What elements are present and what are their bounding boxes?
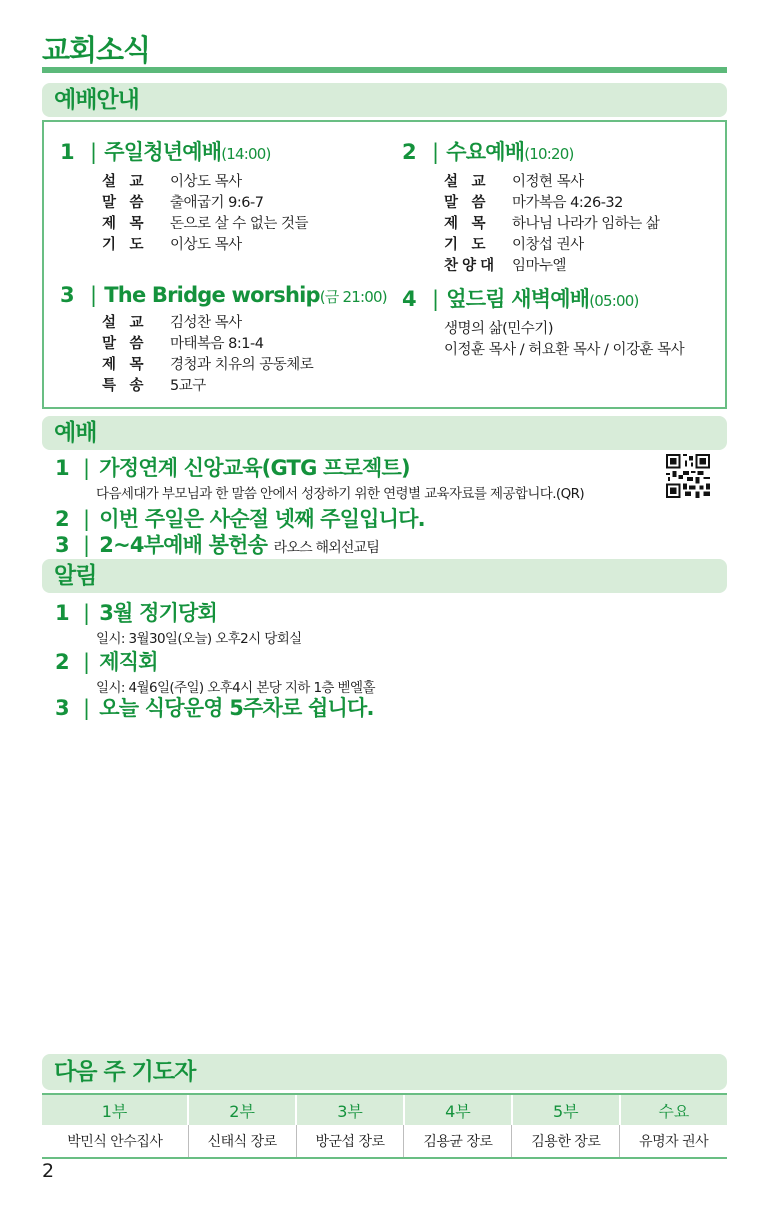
service-title	[402, 283, 684, 313]
separator: |	[90, 140, 97, 164]
service-line: 이정훈 목사 / 허요환 목사 / 이강훈 목사	[444, 342, 685, 358]
prayer-table-header-row	[42, 1094, 727, 1125]
prayer-name-cell: 김용한 장로	[512, 1125, 620, 1158]
section-header-worship: 예배	[42, 416, 727, 450]
prayer-header-cell: 3부	[296, 1094, 404, 1125]
service-row: 설 교 이정현 목사	[444, 174, 584, 190]
separator: |	[432, 287, 439, 311]
prayer-name-cell: 방군섭 장로	[296, 1125, 404, 1158]
service-row: 말 씀 출애굽기 9:6-7	[102, 195, 264, 211]
service-row: 기 도 이창섭 권사	[444, 237, 584, 253]
qr-code-icon[interactable]	[666, 454, 710, 498]
service-number: 1	[60, 140, 74, 164]
worship-item-3: 3 | 2~4부예배 봉헌송 라오스 해외선교팀	[55, 533, 380, 557]
service-row: 기 도 이상도 목사	[102, 237, 242, 253]
service-title	[402, 136, 659, 166]
prayer-table	[42, 1093, 727, 1159]
service-time: (05:00)	[589, 292, 639, 310]
service-name: The Bridge worship	[104, 283, 320, 307]
service-title	[60, 283, 387, 307]
prayer-name-cell: 김용균 장로	[404, 1125, 512, 1158]
service-row: 제 목 경청과 치유의 공동체로	[102, 357, 314, 373]
service-row: 제 목 하나님 나라가 임하는 삶	[444, 216, 660, 232]
prayer-name-cell: 신태식 장로	[188, 1125, 296, 1158]
service-number: 4	[402, 287, 416, 311]
separator: |	[90, 283, 97, 307]
prayer-table-row	[42, 1125, 727, 1158]
service-3	[60, 283, 387, 397]
service-row: 제 목 돈으로 살 수 없는 것들	[102, 216, 308, 232]
service-number: 2	[402, 140, 416, 164]
service-title	[60, 136, 308, 166]
service-row: 말 씀 마가복음 4:26-32	[444, 195, 623, 211]
service-4	[402, 283, 684, 361]
service-1	[60, 136, 308, 256]
service-time: (10:20)	[524, 145, 574, 163]
service-name: 엎드림 새벽예배	[446, 287, 590, 311]
separator: |	[432, 140, 439, 164]
notice-item-2: 2 | 제직회 일시: 4월6일(주일) 오후4시 본당 지하 1층 벧엘홀	[55, 650, 375, 696]
prayer-header-cell: 5부	[512, 1094, 620, 1125]
prayer-name-cell: 유명자 권사	[620, 1125, 727, 1158]
service-time: (14:00)	[221, 145, 271, 163]
section-header-notice: 알림	[42, 559, 727, 593]
service-row: 찬 양 대 임마누엘	[444, 258, 567, 274]
service-row: 설 교 김성찬 목사	[102, 315, 242, 331]
page-number: 2	[42, 1160, 55, 1182]
service-name: 수요예배	[446, 140, 525, 164]
title-divider	[42, 67, 727, 73]
service-row: 말 씀 마태복음 8:1-4	[102, 336, 264, 352]
prayer-name-cell: 박민식 안수집사	[42, 1125, 188, 1158]
service-row: 설 교 이상도 목사	[102, 174, 242, 190]
service-time: (금 21:00)	[319, 288, 387, 306]
section-header-worship-info: 예배안내	[42, 83, 727, 117]
service-line: 생명의 삶(민수기)	[444, 321, 553, 337]
section-header-prayer: 다음 주 기도자	[42, 1054, 727, 1090]
service-row: 특 송 5교구	[102, 378, 206, 394]
prayer-header-cell: 4부	[404, 1094, 512, 1125]
prayer-header-cell: 2부	[188, 1094, 296, 1125]
service-name: 주일청년예배	[104, 140, 222, 164]
page-title: 교회소식	[42, 33, 151, 67]
service-number: 3	[60, 283, 74, 307]
service-2	[402, 136, 659, 277]
worship-item-2: 2 | 이번 주일은 사순절 넷째 주일입니다.	[55, 507, 425, 531]
prayer-header-cell: 1부	[42, 1094, 188, 1125]
prayer-header-cell: 수요	[620, 1094, 727, 1125]
worship-item-1: 1 | 가정연계 신앙교육(GTG 프로젝트) 다음세대가 부모님과 한 말씀 안에서 성장하기 위한 연령별 교육자료를 제공합니다.(QR)	[55, 456, 585, 502]
notice-item-3: 3 | 오늘 식당운영 5주차로 쉽니다.	[55, 696, 374, 720]
notice-item-1: 1 | 3월 정기당회 일시: 3월30일(오늘) 오후2시 당회실	[55, 601, 302, 647]
